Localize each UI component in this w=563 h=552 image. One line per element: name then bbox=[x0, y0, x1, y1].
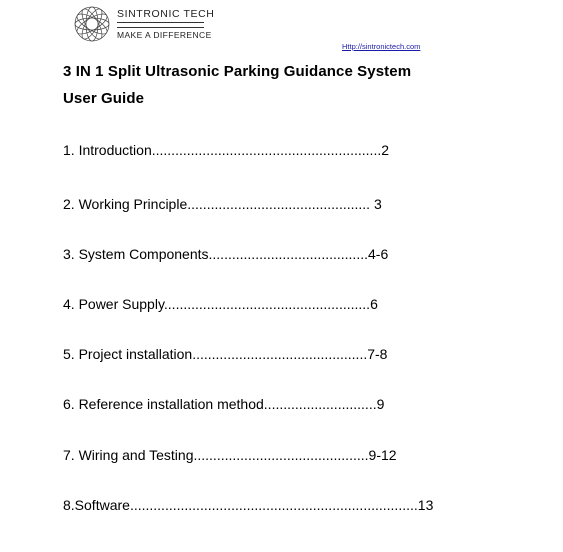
website-link[interactable]: Http://sintronictech.com bbox=[342, 42, 421, 51]
sintronic-logo-icon bbox=[72, 2, 112, 46]
toc-item-page: 13 bbox=[417, 497, 434, 513]
toc-item-leader: ............................................. bbox=[193, 447, 369, 463]
toc-item-leader: ............................................... bbox=[187, 196, 374, 212]
toc-item-page: 2 bbox=[381, 142, 390, 158]
toc-item[interactable] bbox=[63, 294, 378, 314]
toc-item-page: 3 bbox=[373, 196, 382, 212]
toc-item-leader: ........................................................... bbox=[151, 142, 382, 158]
toc-item-leader: .......................................................................... bbox=[129, 497, 418, 513]
toc-item-label: 4. Power Supply bbox=[63, 296, 164, 312]
toc-item-page: 9 bbox=[376, 396, 385, 412]
brand-name: SINTRONIC TECH bbox=[117, 8, 215, 20]
toc-item-page: 7-8 bbox=[367, 346, 388, 362]
toc-item-label: 6. Reference installation method bbox=[63, 396, 264, 412]
brand-divider bbox=[117, 22, 204, 28]
toc-item-page: 4-6 bbox=[368, 246, 389, 262]
toc-item-label: 5. Project installation bbox=[63, 346, 193, 362]
document-title bbox=[63, 58, 503, 112]
company-logo bbox=[72, 2, 215, 46]
toc-item-leader: ......................................... bbox=[208, 246, 368, 262]
toc-item[interactable] bbox=[63, 445, 397, 465]
toc-item[interactable] bbox=[63, 194, 382, 214]
brand-tagline: MAKE A DIFFERENCE bbox=[117, 30, 212, 40]
toc-item[interactable] bbox=[63, 244, 388, 264]
toc-item-page: 6 bbox=[370, 296, 378, 312]
toc-item-label: 8.Software bbox=[63, 497, 130, 513]
title-line-2: User Guide bbox=[63, 90, 145, 107]
toc-item[interactable] bbox=[63, 394, 384, 414]
toc-item-leader: ..................................................... bbox=[163, 296, 371, 312]
toc-item-label: 7. Wiring and Testing bbox=[63, 447, 194, 463]
toc-item[interactable] bbox=[63, 140, 389, 160]
toc-item-page: 9-12 bbox=[368, 447, 397, 463]
toc-item-label: 2. Working Principle bbox=[63, 196, 188, 212]
toc-item[interactable] bbox=[63, 495, 433, 515]
toc-item-label: 1. Introduction bbox=[63, 142, 152, 158]
toc-item[interactable] bbox=[63, 344, 387, 364]
title-line-1: 3 IN 1 Split Ultrasonic Parking Guidance System bbox=[63, 63, 412, 80]
toc-item-leader: ............................................. bbox=[192, 346, 368, 362]
toc-item-leader: ............................. bbox=[263, 396, 377, 412]
toc-item-label: 3. System Components bbox=[63, 246, 209, 262]
